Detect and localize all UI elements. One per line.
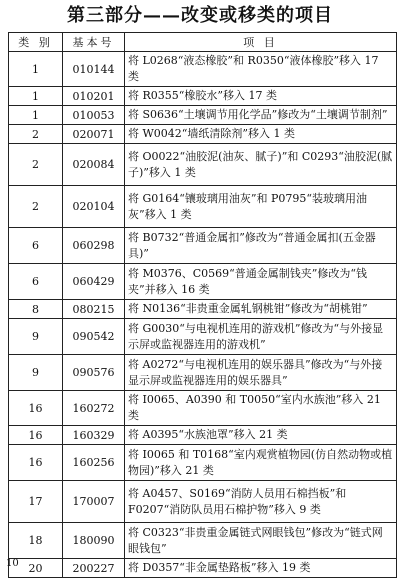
row-base-no: 010201 [63, 87, 125, 106]
row-base-no: 060429 [63, 264, 125, 300]
row-base-no: 020071 [63, 125, 125, 144]
row-base-no: 090542 [63, 319, 125, 355]
table-row [9, 52, 397, 87]
row-category: 1 [9, 106, 63, 125]
row-base-no: 160272 [63, 391, 125, 426]
row-category: 9 [9, 355, 63, 391]
row-base-no: 090576 [63, 355, 125, 391]
table-row [9, 481, 397, 523]
table-row [9, 355, 397, 391]
row-text: 将 B0732“普通金属扣”修改为“普通金属扣(五金器具)” [125, 228, 397, 264]
row-text: 将 L0268“液态橡胶”和 R0350“液体橡胶”移入 17 类 [125, 52, 397, 87]
row-base-no: 020104 [63, 186, 125, 228]
row-text: 将 M0376、C0569“普通金属制钱夹”修改为“钱夹”并移入 16 类 [125, 264, 397, 300]
table-row [9, 228, 397, 264]
table-row [9, 319, 397, 355]
row-text: 将 R0355“橡胶水”移入 17 类 [125, 87, 397, 106]
page-number: 10 [6, 558, 19, 569]
row-category: 1 [9, 52, 63, 87]
row-base-no: 010144 [63, 52, 125, 87]
row-text: 将 A0272“与电视机连用的娱乐器具”修改为“与外接显示屏或监视器连用的娱乐器具” [125, 355, 397, 391]
table-row [9, 391, 397, 426]
table-row [9, 125, 397, 144]
table-header-row [9, 33, 397, 52]
table-row [9, 445, 397, 481]
column-header-base-no: 基本号 [63, 33, 125, 52]
row-base-no: 160329 [63, 426, 125, 445]
row-category: 2 [9, 144, 63, 186]
table-row [9, 559, 397, 578]
row-category: 16 [9, 391, 63, 426]
row-category: 17 [9, 481, 63, 523]
row-category: 16 [9, 426, 63, 445]
row-text: 将 D0357“非金属垫路板”移入 19 类 [125, 559, 397, 578]
row-text: 将 I0065 和 T0168“室内观赏植物园(仿自然动物或植物园)”移入 21 类 [125, 445, 397, 481]
row-category: 16 [9, 445, 63, 481]
row-text: 将 N0136“非贵重金属轧钢桃钳”修改为“胡桃钳” [125, 300, 397, 319]
row-base-no: 180090 [63, 523, 125, 559]
row-text: 将 I0065、A0390 和 T0050“室内水族池”移入 21 类 [125, 391, 397, 426]
row-text: 将 A0457、S0169“消防人员用石棉挡板”和 F0207“消防队员用石棉护物”移入 9 类 [125, 481, 397, 523]
row-base-no: 080215 [63, 300, 125, 319]
table-row [9, 426, 397, 445]
row-category: 18 [9, 523, 63, 559]
row-base-no: 160256 [63, 445, 125, 481]
row-base-no: 170007 [63, 481, 125, 523]
items-table [8, 32, 397, 578]
row-category: 2 [9, 186, 63, 228]
row-category: 6 [9, 228, 63, 264]
row-text: 将 S0636“土壤调节用化学品”修改为“土壤调节制剂” [125, 106, 397, 125]
row-category: 8 [9, 300, 63, 319]
row-text: 将 G0030“与电视机连用的游戏机”修改为“与外接显示屏或监视器连用的游戏机” [125, 319, 397, 355]
table-row [9, 106, 397, 125]
row-text: 将 W0042“墙纸清除剂”移入 1 类 [125, 125, 397, 144]
row-category: 9 [9, 319, 63, 355]
table-row [9, 523, 397, 559]
column-header-item: 项 目 [125, 33, 397, 52]
row-base-no: 060298 [63, 228, 125, 264]
row-category: 6 [9, 264, 63, 300]
table-row [9, 300, 397, 319]
table-row [9, 87, 397, 106]
row-base-no: 200227 [63, 559, 125, 578]
row-base-no: 010053 [63, 106, 125, 125]
row-category: 20 [9, 559, 63, 578]
row-text: 将 O0022“油胶泥(油灰、腻子)”和 C0293“油胶泥(腻子)”移入 1 类 [125, 144, 397, 186]
row-category: 1 [9, 87, 63, 106]
table-row [9, 186, 397, 228]
row-text: 将 A0395“水族池罩”移入 21 类 [125, 426, 397, 445]
row-category: 2 [9, 125, 63, 144]
row-text: 将 C0323“非贵重金属链式网眼钱包”修改为“链式网眼钱包” [125, 523, 397, 559]
row-base-no: 020084 [63, 144, 125, 186]
row-text: 将 G0164“镶玻璃用油灰”和 P0795“装玻璃用油灰”移入 1 类 [125, 186, 397, 228]
page-title: 第三部分——改变或移类的项目 [67, 5, 333, 26]
table-row [9, 144, 397, 186]
column-header-category: 类 别 [9, 33, 63, 52]
table-row [9, 264, 397, 300]
